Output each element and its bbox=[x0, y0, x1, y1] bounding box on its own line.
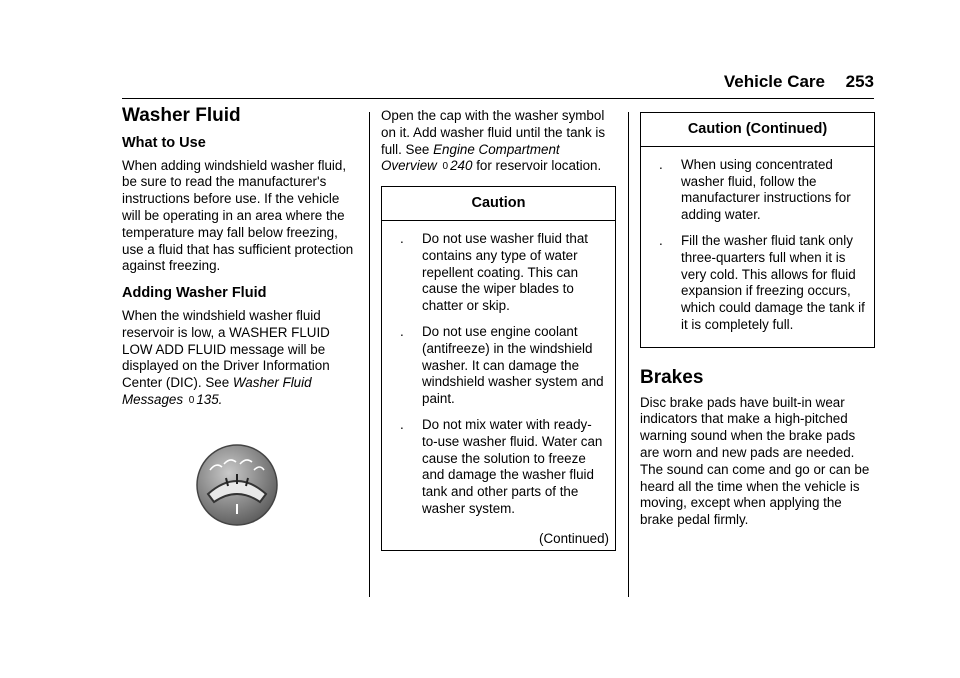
column-divider-left bbox=[369, 112, 370, 597]
section-title-washer-fluid: Washer Fluid bbox=[122, 105, 241, 126]
caution-item bbox=[390, 231, 607, 315]
column-3 bbox=[640, 112, 875, 539]
adding-text: When the windshield washer fluid reservoir is low, a WASHER FLUID LOW ADD FLUID message will be displayed on the Driver Information Center (DIC). See bbox=[122, 307, 330, 391]
bullet-icon: . bbox=[400, 323, 404, 339]
what-to-use-paragraph: When adding windshield washer fluid, be sure to read the manufacturer's instructions before use. If the vehicle will be operating in an area where the temperature may fall below freezing, use a fluid that has sufficient protection against freezing. bbox=[122, 157, 354, 274]
page-header-title: Vehicle Care bbox=[723, 72, 825, 91]
bullet-icon: . bbox=[400, 230, 404, 246]
caution-item bbox=[649, 233, 866, 334]
xref-page-240[interactable]: 240 bbox=[450, 158, 473, 174]
bullet-icon: . bbox=[659, 232, 663, 248]
caution-title: Caution bbox=[382, 187, 615, 221]
section-title-brakes: Brakes bbox=[640, 366, 704, 388]
caution-item-text: Do not use engine coolant (antifreeze) in the windshield washer. It can damage the windshield washer system and paint. bbox=[422, 323, 604, 407]
subheading-adding-washer-fluid: Adding Washer Fluid bbox=[122, 285, 267, 302]
caution-item bbox=[390, 324, 607, 408]
washer-fluid-symbol-icon bbox=[196, 444, 278, 526]
caution-continued-box bbox=[640, 112, 875, 348]
caution-list bbox=[382, 221, 615, 531]
caution-item bbox=[649, 157, 866, 224]
caution-continued-title: Caution (Continued) bbox=[641, 113, 874, 147]
xref-arrow-icon: 0 bbox=[188, 394, 195, 406]
brakes-paragraph: Disc brake pads have built-in wear indicators that make a high-pitched warning sound when the brake pads are worn and new pads are needed. The sound can come and go or can be heard all the time when the vehicle is moving, except when applying the brake pedal firmly. bbox=[640, 394, 870, 528]
column-1 bbox=[122, 105, 357, 420]
caution-item-text: Fill the washer fluid tank only three-quarters full when it is very cold. This allows for fluid expansion if freezing occurs, which could damage the tank if it is completely full. bbox=[681, 232, 865, 332]
xref-page-135[interactable]: 135 bbox=[196, 391, 219, 407]
caution-item-text: When using concentrated washer fluid, follow the manufacturer instructions for adding water. bbox=[681, 156, 851, 223]
caution-item-text: Do not use washer fluid that contains any type of water repellent coating. This can cause the wiper blades to chatter or skip. bbox=[422, 230, 588, 314]
continued-label: (Continued) bbox=[539, 530, 609, 546]
caution-continued-list bbox=[641, 147, 874, 347]
page-number: 253 bbox=[845, 72, 874, 91]
adding-paragraph bbox=[122, 308, 357, 410]
xref-arrow-icon: 0 bbox=[442, 161, 449, 173]
column-divider-right bbox=[628, 112, 629, 597]
subheading-what-to-use: What to Use bbox=[122, 134, 206, 151]
caution-item bbox=[390, 417, 607, 518]
bullet-icon: . bbox=[400, 416, 404, 432]
caution-item-text: Do not mix water with ready-to-use washer fluid. Water can cause the solution to freeze and damage the washer fluid tank and other parts of the washer system. bbox=[422, 416, 603, 516]
header-rule bbox=[122, 98, 874, 99]
open-cap-end: for reservoir location. bbox=[476, 158, 602, 174]
open-cap-text: Open the cap with the washer symbol on it. Add washer fluid until the tank is full. See bbox=[381, 108, 606, 157]
caution-box bbox=[381, 186, 616, 550]
bullet-icon: . bbox=[659, 156, 663, 172]
xref-washer-fluid-messages[interactable]: Washer Fluid Messages bbox=[122, 375, 312, 407]
xref-end: . bbox=[218, 391, 223, 407]
xref-engine-compartment-overview[interactable]: Engine Compartment Overview bbox=[381, 141, 560, 174]
open-cap-paragraph bbox=[381, 108, 616, 176]
column-2 bbox=[381, 108, 616, 551]
